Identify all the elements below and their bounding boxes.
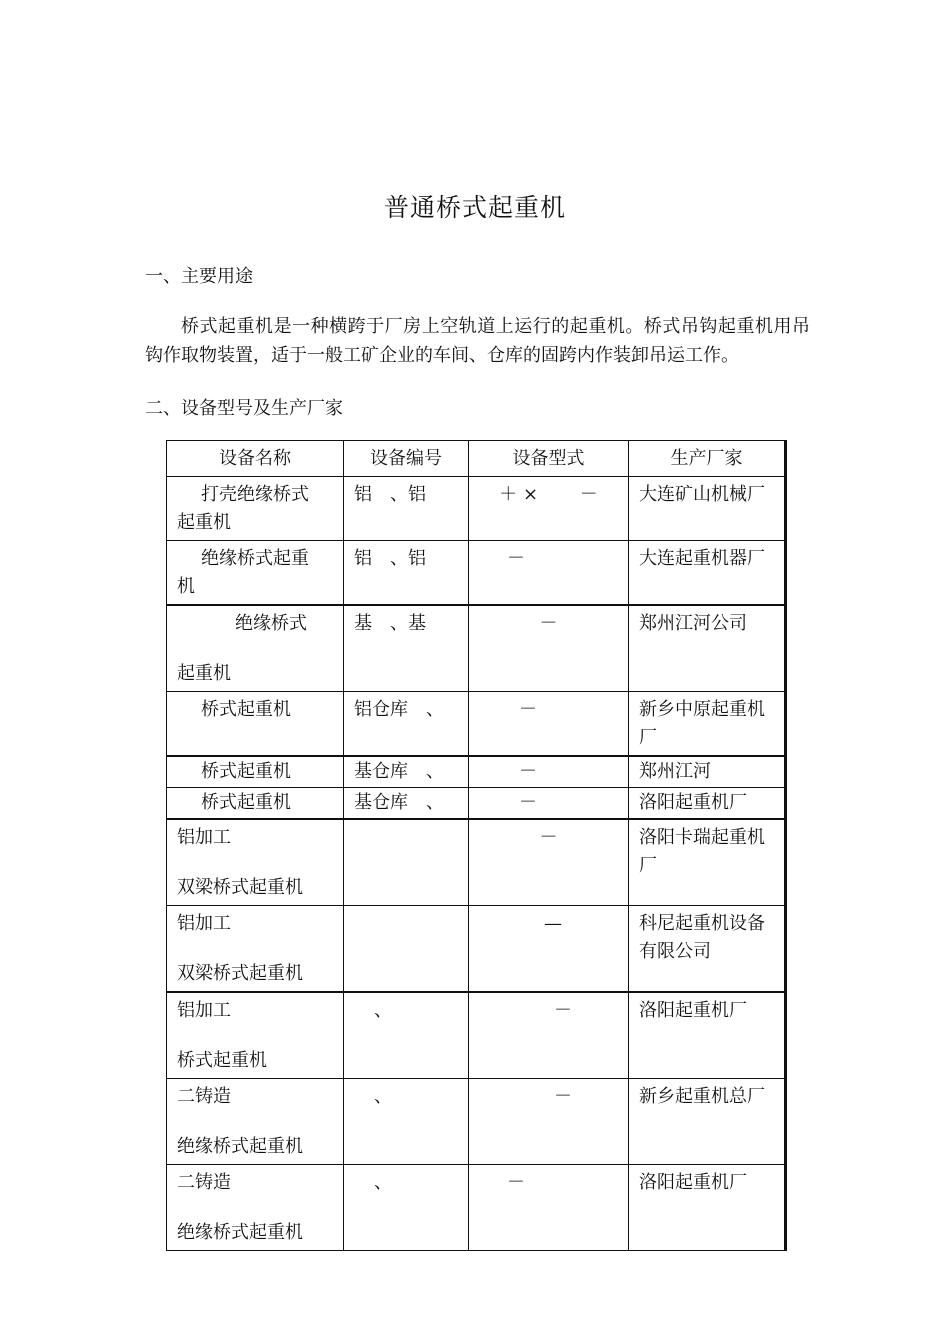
cell-code: 基仓库 、 [344, 756, 469, 788]
cell-code: 铝 、铝 [344, 477, 469, 541]
cell-type: － [469, 692, 629, 757]
table-header-row [167, 441, 786, 477]
section-heading-usage: 一、主要用途 [145, 266, 253, 287]
usage-paragraph: 桥式起重机是一种横跨于厂房上空轨道上运行的起重机。桥式吊钩起重机用吊钩作取物装置，适于一般工矿企业的车间、仓库的固跨内作装卸吊运工作。 [145, 316, 810, 366]
cell-name [167, 1165, 344, 1251]
name-line-1: 绝缘桥式 [235, 613, 307, 634]
table-row [167, 906, 786, 993]
cell-manufacturer: 新乡中原起重机厂 [629, 692, 786, 757]
section-heading-models: 二、设备型号及生产厂家 [145, 398, 343, 419]
table-row [167, 477, 786, 541]
cell-code: 基仓库 、 [344, 788, 469, 820]
cell-type: － [469, 541, 629, 606]
name-line-1: 铝加工 [177, 913, 231, 934]
name-line-1: 二铸造 [177, 1172, 231, 1193]
cell-code [344, 819, 469, 906]
cell-type: － [469, 605, 629, 692]
cell-manufacturer: 大连矿山机械厂 [629, 477, 786, 541]
cell-type: — [469, 906, 629, 993]
table-row [167, 992, 786, 1079]
table-row [167, 605, 786, 692]
cell-name: 桥式起重机 [167, 788, 344, 820]
cell-manufacturer: 洛阳卡瑞起重机厂 [629, 819, 786, 906]
name-line-1: 打壳绝缘桥式 [201, 484, 309, 505]
header-name: 设备名称 [167, 441, 344, 477]
cell-manufacturer: 大连起重机器厂 [629, 541, 786, 606]
name-line-2: 双梁桥式起重机 [177, 963, 303, 984]
cell-name [167, 477, 344, 541]
cell-name [167, 992, 344, 1079]
header-type: 设备型式 [469, 441, 629, 477]
cell-type: － [469, 1165, 629, 1251]
cell-manufacturer: 新乡起重机总厂 [629, 1079, 786, 1165]
cell-manufacturer: 洛阳起重机厂 [629, 992, 786, 1079]
cell-type: － [469, 788, 629, 820]
name-line-1: 二铸造 [177, 1086, 231, 1107]
cell-name [167, 819, 344, 906]
name-line-1: 铝加工 [177, 1000, 231, 1021]
name-line-1: 绝缘桥式起重 [201, 548, 309, 569]
cell-manufacturer: 科尼起重机设备有限公司 [629, 906, 786, 993]
name-line-2: 桥式起重机 [177, 1050, 267, 1071]
table-row [167, 1079, 786, 1165]
table-row [167, 541, 786, 606]
cell-code [344, 906, 469, 993]
cell-manufacturer: 郑州江河 [629, 756, 786, 788]
table-row [167, 819, 786, 906]
table-row [167, 756, 786, 788]
table-row [167, 692, 786, 757]
cell-manufacturer: 洛阳起重机厂 [629, 788, 786, 820]
cell-name [167, 605, 344, 692]
cell-code: 铝 、铝 [344, 541, 469, 606]
cell-manufacturer: 郑州江河公司 [629, 605, 786, 692]
name-line-2: 机 [177, 576, 195, 597]
cell-name: 桥式起重机 [167, 692, 344, 757]
cell-code: 铝仓库 、 [344, 692, 469, 757]
cell-code: 、 [344, 1079, 469, 1165]
cell-code: 、 [344, 1165, 469, 1251]
cell-name [167, 906, 344, 993]
cell-manufacturer: 洛阳起重机厂 [629, 1165, 786, 1251]
cell-type: － [469, 1079, 629, 1165]
equipment-table [166, 440, 787, 1251]
header-manufacturer: 生产厂家 [629, 441, 786, 477]
header-code: 设备编号 [344, 441, 469, 477]
cell-type: ＋ × － [469, 477, 629, 541]
name-line-2: 绝缘桥式起重机 [177, 1222, 303, 1243]
page-title: 普通桥式起重机 [383, 193, 566, 222]
cell-type: － [469, 992, 629, 1079]
name-line-2: 双梁桥式起重机 [177, 877, 303, 898]
name-line-2: 绝缘桥式起重机 [177, 1136, 303, 1157]
cell-type: － [469, 756, 629, 788]
cell-code: 、 [344, 992, 469, 1079]
table-row [167, 1165, 786, 1251]
name-line-2: 起重机 [177, 663, 231, 684]
cell-name: 桥式起重机 [167, 756, 344, 788]
cell-type: － [469, 819, 629, 906]
table-row [167, 788, 786, 820]
cell-name [167, 541, 344, 606]
name-line-2: 起重机 [177, 512, 231, 533]
name-line-1: 铝加工 [177, 827, 231, 848]
cell-name [167, 1079, 344, 1165]
cell-code: 基 、基 [344, 605, 469, 692]
